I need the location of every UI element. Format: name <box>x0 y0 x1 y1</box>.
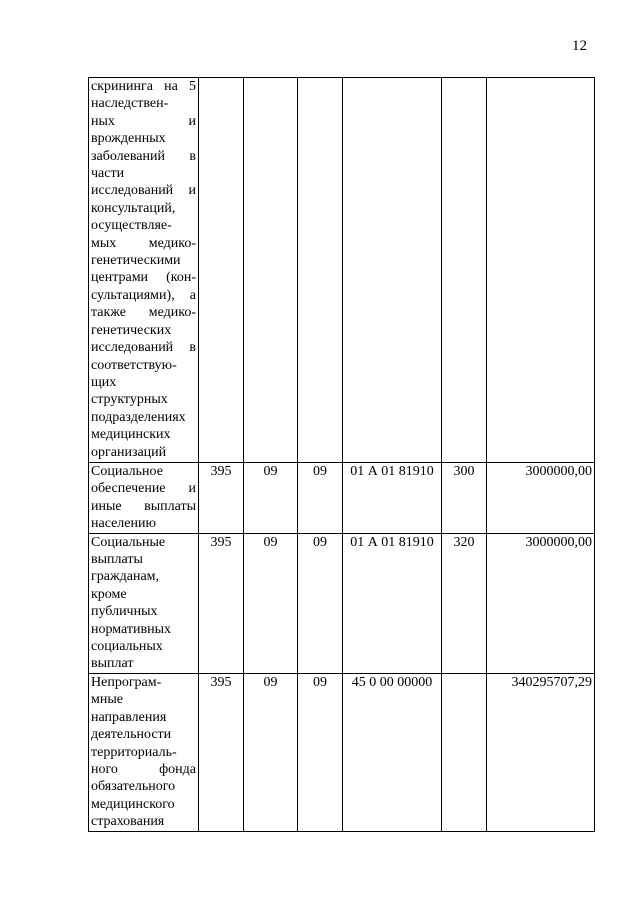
target-article-cell: 01 А 01 81910 <box>343 533 442 673</box>
row-name-line: щих <box>91 374 117 390</box>
row-name-line: наследствен- <box>91 96 169 112</box>
subsection-code-cell <box>298 78 343 463</box>
target-article-cell: 45 0 00 00000 <box>343 673 442 831</box>
table-row <box>89 463 595 534</box>
ministry-code-cell: 395 <box>199 533 244 673</box>
row-name-line: подразделениях <box>91 409 186 425</box>
row-name-line: мные <box>91 692 123 708</box>
row-name-line: выплаты <box>91 552 143 568</box>
target-article-cell <box>343 78 442 463</box>
section-code-cell <box>244 78 298 463</box>
row-name-line: кроме <box>91 586 127 602</box>
amount-cell: 3000000,00 <box>487 463 595 534</box>
row-name-line: ных и <box>91 113 196 129</box>
row-name-line: осуществляе- <box>91 218 172 234</box>
expense-type-cell <box>442 673 487 831</box>
row-name-line: исследований в <box>91 340 196 356</box>
row-name-line: Непрограм- <box>91 674 162 690</box>
row-name-line: страхования <box>91 814 165 830</box>
row-name-line: организаций <box>91 444 167 460</box>
row-name-line: территориаль- <box>91 744 177 760</box>
ministry-code-cell: 395 <box>199 463 244 534</box>
row-name-line: направления <box>91 709 167 725</box>
row-name-line: иные выплаты <box>91 498 196 514</box>
row-name-cell <box>89 78 199 463</box>
row-name-line: нормативных <box>91 621 172 637</box>
budget-table <box>88 77 595 832</box>
row-name-line: деятельности <box>91 727 172 743</box>
row-name-line: мых медико- <box>91 235 196 251</box>
row-name-line: сультациями), а <box>91 287 196 303</box>
row-name-line: врожденных <box>91 131 166 147</box>
row-name-line: гражданам, <box>91 569 160 585</box>
table-row <box>89 673 595 831</box>
subsection-code-cell: 09 <box>298 463 343 534</box>
amount-cell <box>487 78 595 463</box>
row-name-line: обязательного <box>91 779 176 795</box>
row-name-line: генетическими <box>91 253 181 269</box>
row-name-line: обеспечение и <box>91 481 196 497</box>
ministry-code-cell <box>199 78 244 463</box>
row-name-line: структурных <box>91 392 168 408</box>
row-name-line: центрами (кон- <box>91 270 196 286</box>
section-code-cell: 09 <box>244 463 298 534</box>
expense-type-cell: 320 <box>442 533 487 673</box>
expense-type-cell <box>442 78 487 463</box>
row-name-cell <box>89 463 199 534</box>
row-name-line: Социальные <box>91 534 166 550</box>
row-name-line: скрининга на 5 <box>91 79 196 94</box>
row-name-line: медицинского <box>91 796 175 812</box>
row-name-line: части <box>91 166 125 182</box>
row-name-line: Социальное <box>91 464 163 479</box>
row-name-line: выплат <box>91 656 134 672</box>
row-name-line: медицинских <box>91 427 171 443</box>
row-name-cell <box>89 673 199 831</box>
ministry-code-cell: 395 <box>199 673 244 831</box>
row-name-line: исследований и <box>91 183 196 199</box>
row-name-line: социальных <box>91 639 163 655</box>
row-name-line: заболеваний в <box>91 148 196 164</box>
subsection-code-cell: 09 <box>298 673 343 831</box>
section-code-cell: 09 <box>244 533 298 673</box>
row-name-line: консультаций, <box>91 200 176 216</box>
row-name-line: ного фонда <box>91 761 196 777</box>
table-row <box>89 78 595 463</box>
row-name-line: соответствую- <box>91 357 177 373</box>
subsection-code-cell: 09 <box>298 533 343 673</box>
expense-type-cell: 300 <box>442 463 487 534</box>
target-article-cell: 01 А 01 81910 <box>343 463 442 534</box>
page-number: 12 <box>572 38 587 54</box>
row-name-line: также медико- <box>91 305 196 321</box>
row-name-line: населению <box>91 516 156 532</box>
table-row <box>89 533 595 673</box>
amount-cell: 3000000,00 <box>487 533 595 673</box>
section-code-cell: 09 <box>244 673 298 831</box>
row-name-line: генетических <box>91 322 172 338</box>
row-name-line: публичных <box>91 604 158 620</box>
row-name-cell <box>89 533 199 673</box>
amount-cell: 340295707,29 <box>487 673 595 831</box>
